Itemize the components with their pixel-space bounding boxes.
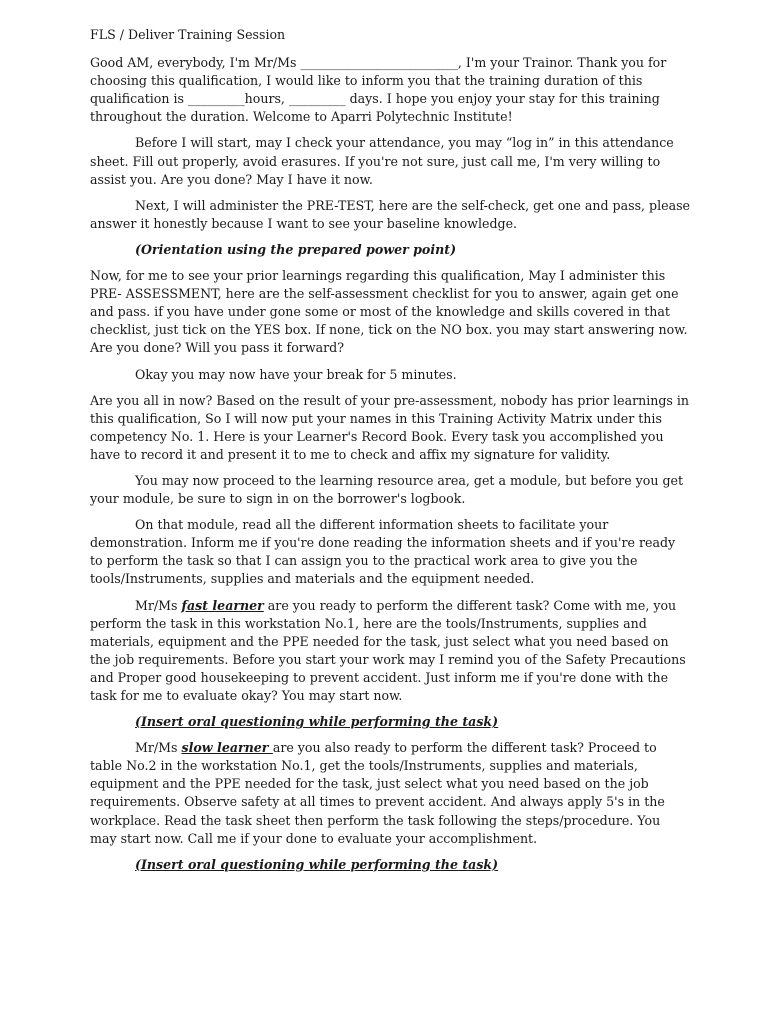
paragraph-break: Okay you may now have your break for 5 minutes.: [135, 366, 457, 382]
paragraph-pre-assessment: Now, for me to see your prior learnings regarding this qualification, May I administer this PRE- ASSESSMENT, here are the self-assessment checklist for you to answer, again get one and pass. if you have under gone some or most of the knowledge and skills covered in that checklist, just tick on the YES box. If none, tick on the NO box. you may start answering now. Are you done? Will you pass it forward?: [90, 268, 688, 356]
note-orientation: (Orientation using the prepared power point): [135, 241, 457, 257]
document-page: [90, 26, 690, 882]
slow-learner-label: slow learner: [181, 740, 273, 756]
note-oral-questioning-1: (Insert oral questioning while performing the task): [135, 714, 499, 730]
paragraph-module: On that module, read all the different information sheets to facilitate your demonstration. Inform me if you're done reading the information sheets and if you're ready to perform the task so that I can assign you to the practical work area to give you the tools/Instruments, supplies and materials and the equipment needed.: [90, 517, 676, 587]
fast-learner-label: fast learner: [181, 597, 264, 613]
paragraph-learning-resource: You may now proceed to the learning resource area, get a module, but before you get your module, be sure to sign in on the borrower's logbook.: [90, 472, 684, 507]
paragraph-fast-learner: [90, 597, 690, 706]
paragraph-greeting: Good AM, everybody, I'm Mr/Ms _________________________, I'm your Trainor. Thank you for choosing this qualification, I would like to inform you that the training duration of this qualification is _________hours, _________ days. I hope you enjoy your stay for this training throughout the duration. Welcome to Aparri Polytechnic Institute!: [90, 55, 667, 125]
paragraph-pretest: Next, I will administer the PRE-TEST, here are the self-check, get one and pass, please answer it honestly because I want to see your baseline knowledge.: [90, 197, 691, 231]
document-title: FLS / Deliver Training Session: [90, 27, 286, 42]
paragraph-slow-learner: [90, 739, 690, 848]
note-oral-questioning-2: (Insert oral questioning while performing the task): [135, 856, 499, 872]
slow-learner-text: are you also ready to perform the different task? Proceed to table No.2 in the workstation No.1, get the tools/Instruments, supplies and materials, equipment and the PPE needed for the task, just select what you need based on the job requirements. Observe safety at all times to prevent accident. And always apply 5's in the workplace. Read the task sheet then perform the task following the steps/procedure. You may start now. Call me if your done to evaluate your accomplishment.: [90, 740, 665, 846]
paragraph-training-matrix: Are you all in now? Based on the result of your pre-assessment, nobody has prior learnings in this qualification, So I will now put your names in this Training Activity Matrix under this competency No. 1. Here is your Learner's Record Book. Every task you accomplished you have to record it and present it to me to check and affix my signature for validity.: [90, 392, 690, 462]
fast-learner-prefix: Mr/Ms: [135, 597, 182, 613]
slow-learner-prefix: Mr/Ms: [135, 740, 182, 756]
fast-learner-text: are you ready to perform the different task? Come with me, you perform the task in this workstation No.1, here are the tools/Instruments, supplies and materials, equipment and the PPE needed for the task, just select what you need based on the job requirements. Before you start your work may I remind you of the Safety Precautions and Proper good housekeeping to prevent accident. Just inform me if you're done with the task for me to evaluate okay? You may start now.: [90, 597, 686, 703]
paragraph-attendance: Before I will start, may I check your attendance, you may “log in” in this attendance sheet. Fill out properly, avoid erasures. If you're not sure, just call me, I'm very willing to assist you. Are you done? May I have it now.: [90, 135, 674, 187]
